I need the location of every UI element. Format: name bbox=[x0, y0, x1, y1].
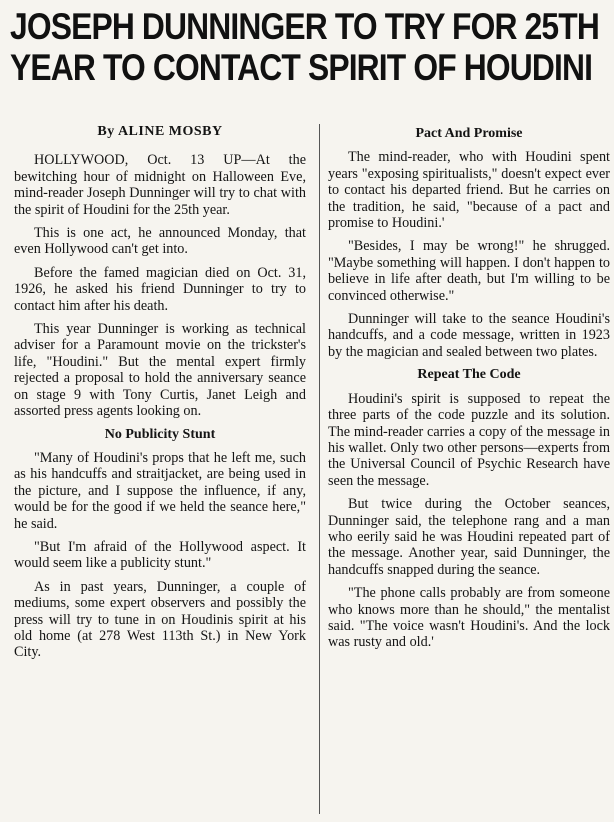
paragraph: Dunninger will take to the seance Houdini's handcuffs, and a code message, written in 1923 by the magician and sealed between two plates. bbox=[328, 311, 610, 360]
paragraph: This year Dunninger is working as technical adviser for a Paramount movie on the trickster's life, "Houdini." But the mental expert firmly rejected a proposal to hold the anniversary seance on stage 9 with Tony Curtis, Janet Leigh and assorted press agents looking on. bbox=[14, 321, 306, 420]
headline-line-1: JOSEPH DUNNINGER TO TRY FOR 25TH bbox=[10, 6, 599, 47]
paragraph: "The phone calls probably are from someone who knows more than he should," the mentalist said. "The voice wasn't Houdini's. And the lock was rusty and old.' bbox=[328, 585, 610, 651]
byline: By ALINE MOSBY bbox=[97, 124, 223, 139]
subhead-no-publicity-stunt: No Publicity Stunt bbox=[104, 426, 216, 442]
paragraph: Before the famed magician died on Oct. 31, 1926, he asked his friend Dunninger to try to contact him after his death. bbox=[14, 264, 306, 314]
right-column bbox=[328, 118, 610, 658]
left-column bbox=[14, 118, 306, 668]
paragraph: The mind-reader, who with Houdini spent years "exposing spiritualists," doesn't expect ever to contact his departed friend. But he carries on the tradition, he said, "because of a pact and promise to Houdini.' bbox=[328, 149, 610, 232]
headline-line-2: YEAR TO CONTACT SPIRIT OF HOUDINI bbox=[10, 47, 593, 88]
headline bbox=[10, 6, 603, 98]
paragraph: "Many of Houdini's props that he left me, such as his handcuffs and straitjacket, are being used in the picture, and I suppose the influence, if any, would be for the good if we held the seance here," he said. bbox=[14, 449, 306, 532]
paragraph: As in past years, Dunninger, a couple of mediums, some expert observers and possibly the press will try to tune in on Houdinis spirit at his old home (at 278 West 113th St.) in New York City. bbox=[14, 578, 306, 661]
paragraph: HOLLYWOOD, Oct. 13 UP—At the bewitching hour of midnight on Halloween Eve, mind-reader Joseph Dunninger will try to chat with the spirit of Houdini for the 25th year. bbox=[14, 152, 306, 218]
paragraph: Houdini's spirit is supposed to repeat the three parts of the code puzzle and its solution. The mind-reader carries a copy of the message in his wallet. Only two other persons—experts from the Universal Council of Psychic Research have seen the message. bbox=[328, 390, 610, 489]
paragraph: "Besides, I may be wrong!" he shrugged. "Maybe something will happen. I don't happen to believe in life after death, but I'm willing to be convinced otherwise." bbox=[328, 238, 610, 304]
article-columns bbox=[10, 118, 610, 822]
paragraph: But twice during the October seances, Dunninger said, the telephone rang and a man who eerily said he was Houdini repeated part of the message. Another year, said Dunninger, the handcuffs snapped during the seance. bbox=[328, 496, 610, 578]
column-divider bbox=[319, 124, 320, 814]
paragraph: "But I'm afraid of the Hollywood aspect. It would seem like a publicity stunt." bbox=[14, 538, 306, 572]
subhead-repeat-the-code: Repeat The Code bbox=[417, 367, 521, 383]
paragraph: This is one act, he announced Monday, that even Hollywood can't get into. bbox=[14, 225, 306, 258]
subhead-pact-and-promise: Pact And Promise bbox=[415, 126, 523, 141]
